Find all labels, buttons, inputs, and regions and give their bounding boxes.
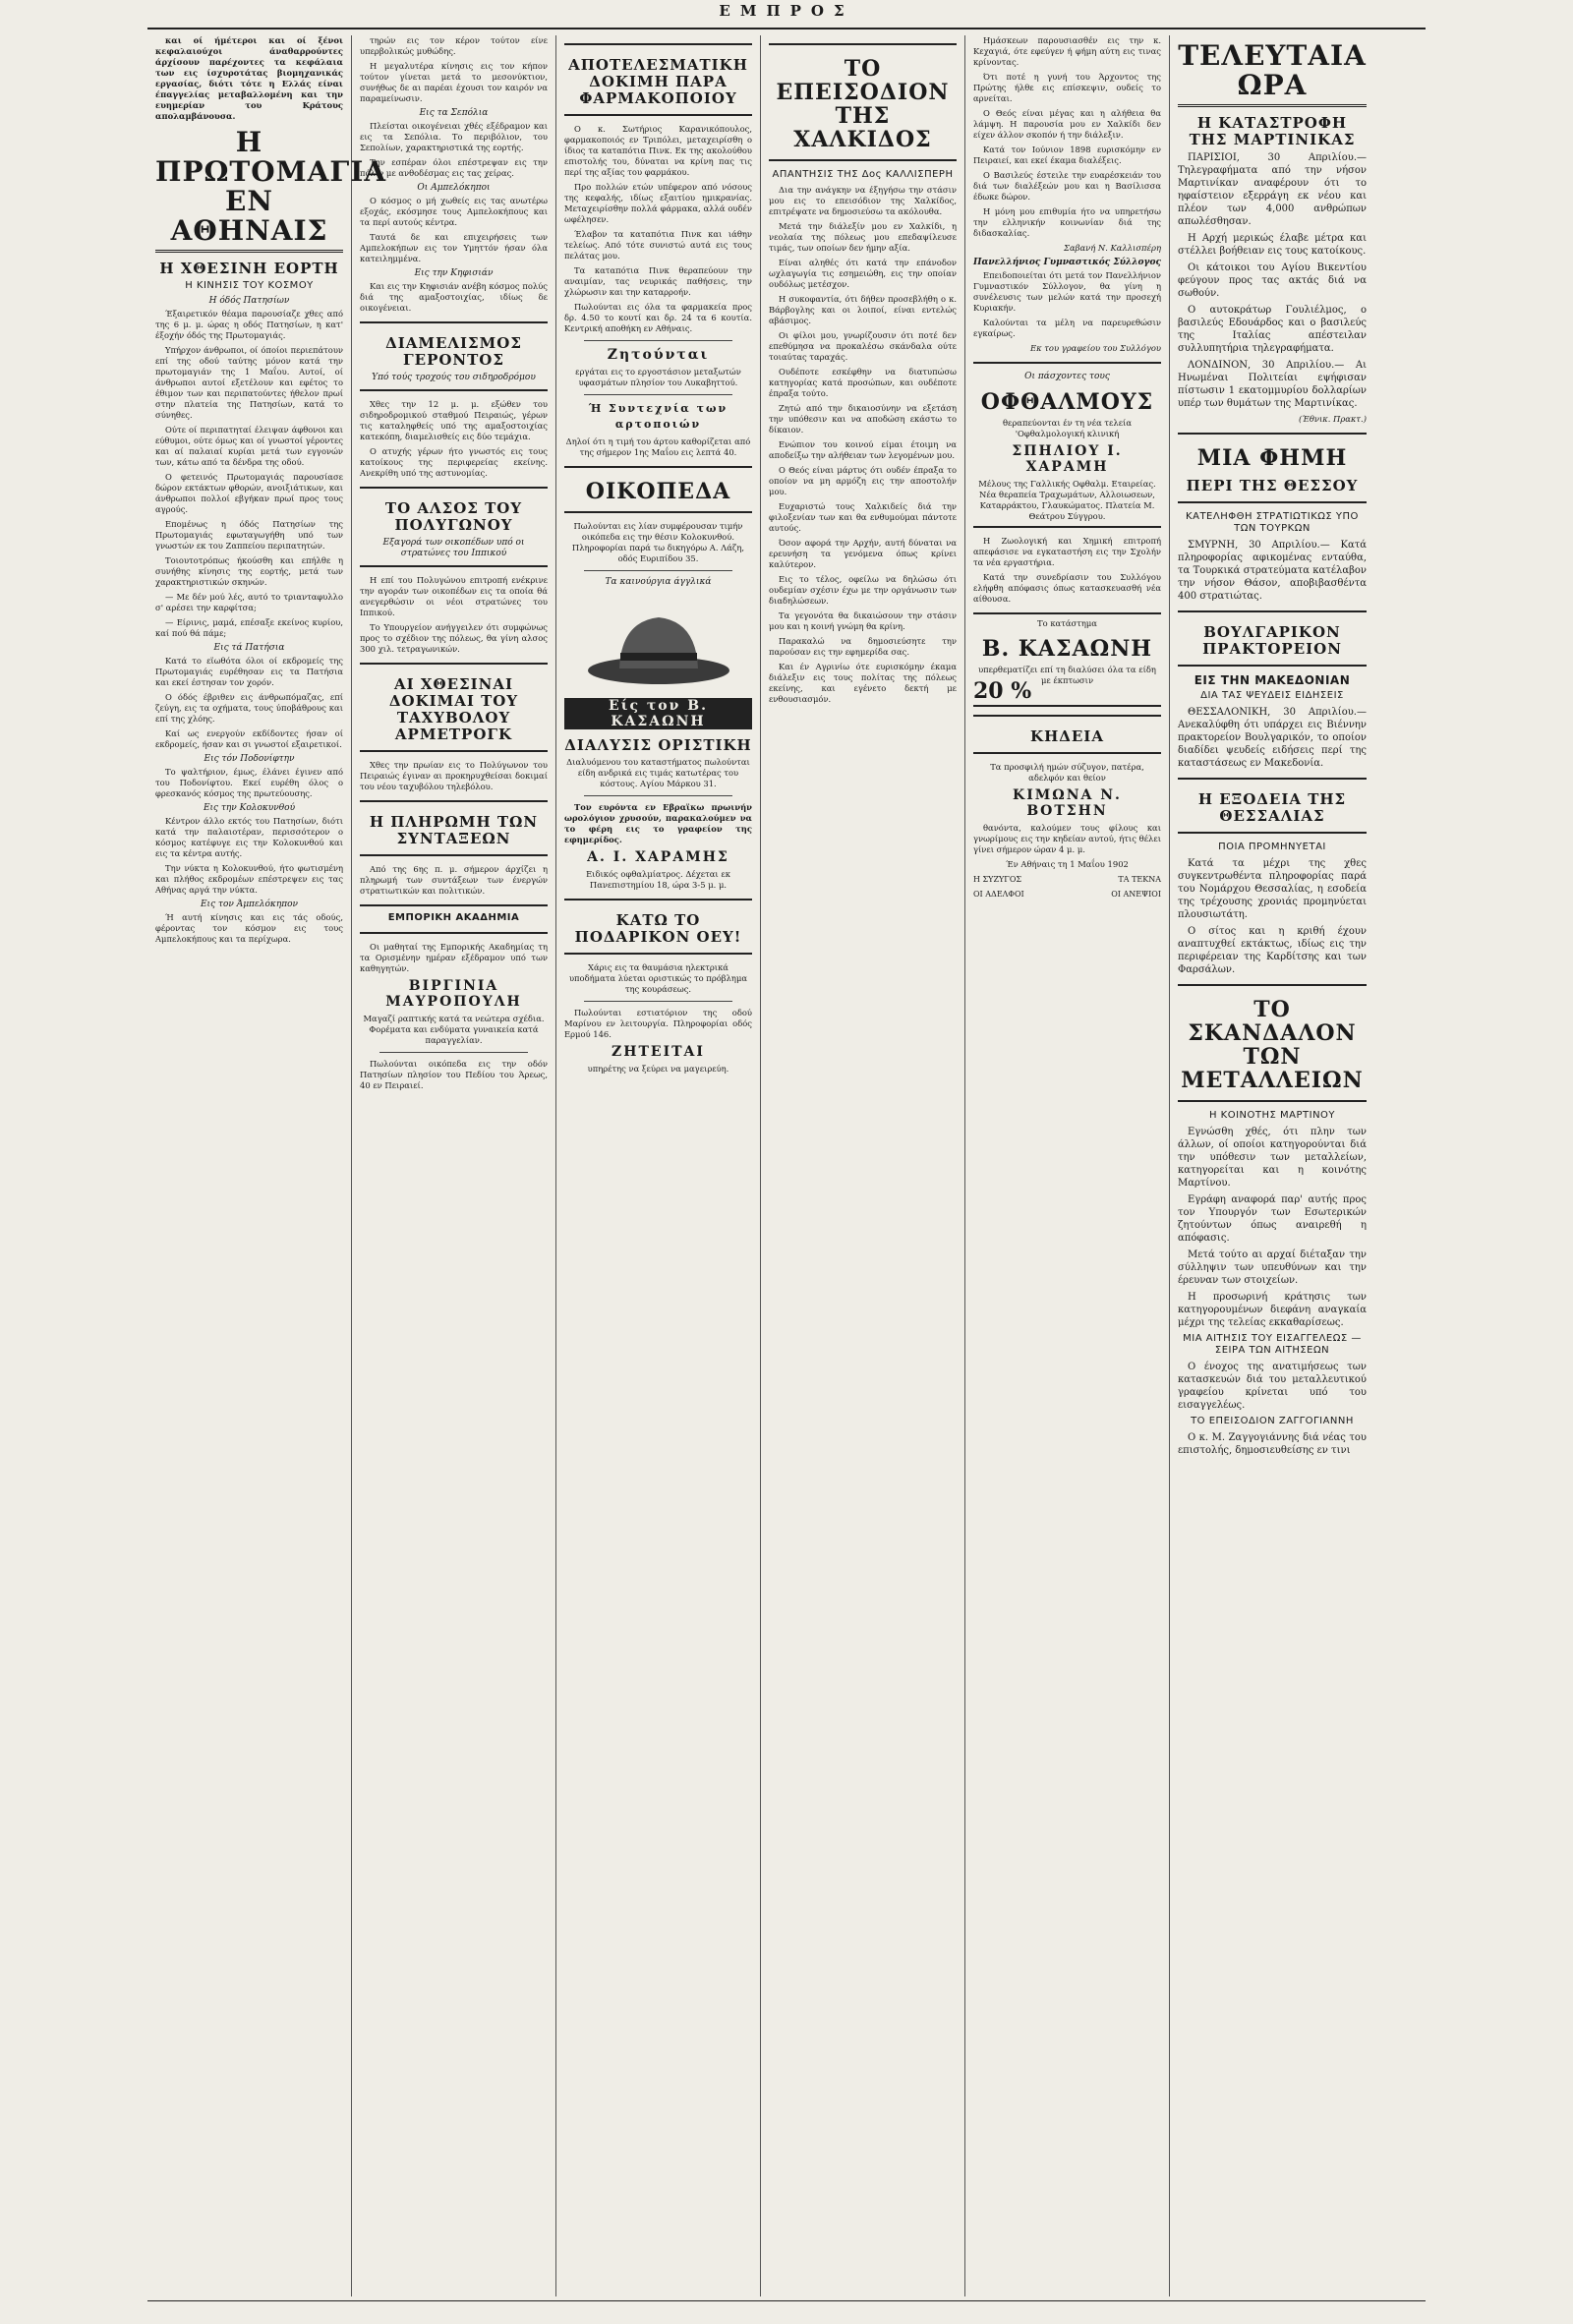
paragraph: Πωλούνται εις όλα τα φαρμακεία προς δρ. 4.50 το κουτί και δρ. 24 τα 6 κουτία. Κεντρική αποθήκη εν Αθήναις.	[564, 302, 752, 333]
headline-akadimia: ΕΜΠΟΡΙΚΗ ΑΚΑΔΗΜΙΑ	[387, 912, 520, 923]
paragraph: Κατά τον Ιούνιον 1898 ευρισκόμην εν Πειραιεί, και εκεί έκαμα διαλέξεις.	[973, 145, 1161, 165]
section-patision: Η όδός Πατησίων	[208, 296, 290, 306]
ad-title-artopoioi: Ή Συντεχνία των αρτοποιών	[588, 402, 728, 431]
paragraph: Ο κ. Μ. Ζαγγογιάννης διά νέας του επιστολής, δημοσιευθείσης εν τινι	[1178, 1432, 1367, 1456]
paragraph: Ο Βασιλεύς έστειλε την ευαρέσκειάν του διά των διαλέξεών μου και η Βασίλισσα έδωκε δώρον.	[973, 170, 1161, 202]
top-rule	[147, 28, 1426, 29]
subhead-pseudeis: ΔΙΑ ΤΑΣ ΨΕΥΔΕΙΣ ΕΙΔΗΣΕΙΣ	[1200, 690, 1344, 701]
mourners-row-2	[973, 889, 1161, 900]
ad-pink-box	[564, 43, 752, 116]
paragraph: Κατά την συνεδρίασιν του Συλλόγου ελήφθη απόφασις όπως κατασκευασθή νέα αίθουσα.	[973, 572, 1161, 604]
paragraph: Όσον αφορά την Αρχήν, αυτή δύναται να ερευνήση τα γενόμενα όπως κρίνει καλύτερον.	[769, 538, 957, 569]
paragraph: ΛΟΝΔΙΝΟΝ, 30 Απριλίου.— Αι Ηνωμέναι Πολιτείαι εψήφισαν πίστωσιν 1 εκατομμυρίου δολλαρίων υπέρ των θυμάτων της Μαρτινίκας.	[1178, 360, 1367, 409]
section-gymnastikos: Πανελλήνιος Γυμναστικός Σύλλογος	[973, 258, 1161, 267]
paragraph: Η μόνη μου επιθυμία ήτο να υπηρετήσω την ελληνικήν κοινωνίαν διά της διδασκαλίας.	[973, 206, 1161, 238]
headline-esodeia: Η ΕΞΟΔΕΙΑ ΤΗΣ ΘΕΣΣΑΛΙΑΣ	[1197, 790, 1347, 825]
ad-podarikon-box	[564, 899, 752, 955]
headline-alsos: ΤΟ ΑΛΣΟΣ ΤΟΥ ΠΟΛΥΓΩΝΟΥ	[384, 499, 523, 534]
signature-syllogos: Εκ του γραφείου του Συλλόγου	[1030, 343, 1161, 353]
ad-body-podarikon: Χάρις εις τα θαυμάσια ηλεκτρικά υποδήματα λύεται οριστικώς το πρόβλημα της κουράσεως.	[568, 962, 748, 994]
separator	[584, 340, 732, 341]
paragraph: Ευχαριστώ τους Χαλκιδείς διά την φιλοξενίαν των και θα ενθυμούμαι πάντοτε αυτούς.	[769, 501, 957, 533]
paragraph: Εις το τέλος, οφείλω να δηλώσω ότι ουδεμίαν σχέσιν έχω με την οργάνωσιν των διαδηλώσεων.	[769, 574, 957, 606]
paragraph: Είναι αληθές ότι κατά την επάνοδον ωχλαγωγία τις εσημειώθη, εις την οποίαν ουδόλως μετέσχον.	[769, 258, 957, 289]
subhead-alsos: Εξαγορά των οικοπέδων υπό οι στρατώνες του Ιππικού	[382, 538, 525, 558]
article-esodeia-box	[1178, 778, 1367, 834]
ad-title-dialysis: ΔΙΑΛΥΣΙΣ ΟΡΙΣΤΙΚΗ	[564, 736, 752, 754]
ad-oikopeda: Πωλούνται οικόπεδα εις την οδόν Πατησίων πλησίον του Πεδίου του Άρεως, 40 εν Πειραιεί.	[360, 1059, 548, 1090]
ad-kasaoni-body: υπερθεματίζει επί τη διαλύσει όλα τα είδη με έκπτωσιν	[978, 665, 1156, 685]
section-ampelokipoi: Οι Αμπελόκηποι	[417, 183, 491, 193]
mourner-wife: Η ΣΥΖΥΓΟΣ	[973, 875, 1022, 884]
article-skandalon-box	[1178, 984, 1367, 1102]
paragraph: Η Ζωολογική και Χημική επιτροπή απεφάσισε να εγκαταστήση εις την Σχολήν τα νέα εργαστήρια.	[973, 536, 1161, 567]
subhead-zaggogianni: ΤΟ ΕΠΕΙΣΟΔΙΟΝ ΖΑΓΓΟΓΙΑΝΝΗ	[1191, 1416, 1354, 1426]
ad-title-haramis: Α. Ι. ΧΑΡΑΜΗΣ	[587, 849, 729, 865]
paragraph: Εγνώσθη χθές, ότι πλην των άλλων, οί οποίοι κατηγορούνται διά την υπόθεσιν των μεταλλείων, κατηγορείται και η κοινότης Μαρτίνου.	[1178, 1127, 1367, 1189]
intro-paragraph: και οί ήμέτεροι και οί ξένοι κεφαλαιούχοι άναθαρρούντες άρχίσουν παρέχοντες τα κεφάλαια των εις ίσχυροτάτας βιομηχανικάς εργασίας, διότι τότε η Ελλάς είναι έπαγγελίας μεταβαλλομένη και την ευημερίαν του Κράτους απολαμβάνουσα.	[155, 35, 343, 121]
ad-body-ziteitai: υπηρέτης να ξεύρει να μαγειρεύη.	[587, 1064, 729, 1074]
mourners-row	[973, 874, 1161, 885]
paragraph: Ταυτά δε και επιχειρήσεις των Αμπελοκήπων εις τον Υμηττόν ήσαν όλα κατειλημμένα.	[360, 232, 548, 263]
section-ampelokipon: Εις τον Άμπελόκηπον	[200, 900, 299, 909]
ad-title-kideia: ΚΗΔΕΙΑ	[1030, 727, 1104, 745]
paragraph: Ζητώ από την δικαιοσύνην να εξετάση την υπόθεσιν και να αποδώση εκάστω το δίκαιον.	[769, 403, 957, 435]
paragraph: Καί ως ενεργούν εκδίδοντες ήσαν οί εκδρομείς, ήσαν και σι γνωστοί εξαιρετικοί.	[155, 728, 343, 749]
paragraph: ΣΜΥΡΝΗ, 30 Απριλίου.— Κατά πληροφορίας αφικομένας ενταύθα, τα Τουρκικά στρατεύματα κατέλαβον την νήσον Θάσον, αποβιβασθέντα 400 στρατιώτας.	[1178, 540, 1367, 602]
paragraph: Χθες την 12 μ. μ. εξώθεν του σιδηροδρομικού σταθμού Πειραιώς, γέρων τις καταληφθείς υπό της αμαξοστοιχίας κατεκόπη, διαμελισθείς εις δύο τεμάχια.	[360, 399, 548, 441]
paragraph: Τα καταπότια Πινκ θεραπεύουν την αναιμίαν, τας νευρικάς παθήσεις, την χλώρωσιν και την καταρροήν.	[564, 265, 752, 297]
ad-title-ziteitai: ΖΗΤΕΙΤΑΙ	[612, 1044, 705, 1060]
paragraph: Την εσπέραν όλοι επέστρεψαν εις την πόλιν με ανθοδέσμας εις τας χείρας.	[360, 157, 548, 178]
paragraph: Η Αρχή μερικώς έλαβε μέτρα και στέλλει βοήθειαν εις τους κατοίκους.	[1178, 233, 1367, 257]
separator	[584, 795, 732, 796]
ad-kideia-text: θανόντα, καλούμεν τους φίλους και γνωρίμους εις την κηδείαν αυτού, ήτις θέλει γίνει σήμερον ώραν 4 μ. μ.	[973, 823, 1161, 854]
paragraph: Μετά την διάλεξίν μου εν Χαλκίδι, η νεολαία της πόλεως μου επεδαψίλευσε τιμάς, των οποίων δεν ήμην αξία.	[769, 221, 957, 253]
column-6	[1170, 35, 1374, 2296]
columns	[147, 35, 1426, 2296]
ad-kideia-box	[973, 715, 1161, 754]
headline-dokimai: ΑΙ ΧΘΕΣΙΝΑΙ ΔΟΚΙΜΑΙ ΤΟΥ ΤΑΧΥΒΟΛΟΥ ΑΡΜΕΤΡΟΓΚ	[388, 675, 519, 743]
mourner-nephews: ΟΙ ΑΝΕΨΙΟΙ	[1111, 890, 1161, 899]
paragraph: Οι φίλοι μου, γνωρίζουσιν ότι ποτέ δεν επεθύμησα να προκαλέσω σκάνδαλα ούτε τοιαύτας ταραχάς.	[769, 330, 957, 362]
paragraph: Ο ένοχος της ανατιμήσεως των κατασκευών διά του μεταλλευτικού γραφείου κρίνεται υπό του εισαγγελέως.	[1178, 1362, 1367, 1411]
ad-title-kainourgia: Τα καινούργια άγγλικά	[605, 577, 712, 587]
subhead-diamelismos: Υπό τούς τροχούς του σιδηροδρόμου	[372, 373, 536, 382]
paragraph: Ο Θεός είναι μέγας και η αλήθεια θα λάμψη. Η παρουσία μου εν Χαλκίδι δεν είχεν άλλον σκοπόν ή την διάλεξιν.	[973, 108, 1161, 140]
paragraph: Ο σίτος και η κριθή έχουν αναπτυχθεί εκτάκτως, ιδίως εις την περιφέρειαν της Καρδίτσης και των Φαρσάλων.	[1178, 926, 1367, 975]
paragraph: Τοιουτοτρόπως ήκούσθη και επήλθε η συνήθης κίνησις της εορτής, μετά των χαρακτηριστικών σκηνών.	[155, 555, 343, 587]
subhead-tourkoi: ΚΑΤΕΛΗΦΘΗ ΣΤΡΑΤΙΩΤΙΚΩΣ ΥΠΟ ΤΩΝ ΤΟΥΡΚΩΝ	[1186, 511, 1359, 534]
mourner-children: ΤΑ ΤΕΚΝΑ	[1118, 875, 1161, 884]
paragraph: Ο κόσμος ο μή χωθείς εις τας ανωτέρω εξοχάς, εκόσμησε τους Αμπελοκήπους και τα περί αυτούς κέντρα.	[360, 196, 548, 227]
headline-dokimi: ΑΠΟΤΕΛΕΣΜΑΤΙΚΗ ΔΟΚΙΜΗ ΠΑΡΑ ΦΑΡΜΑΚΟΠΟΙΟΥ	[568, 56, 748, 107]
ad-body-mavropoulh: Μαγαζί ραπτικής κατά τα νεώτερα σχέδια. Φορέματα και ενδύματα γυναικεία κατά παραγγελίαν.	[363, 1014, 545, 1045]
ad-title-ofthalmoi: ΟΦΘΑΛΜΟΥΣ	[980, 389, 1154, 415]
paragraph: Το Υπουργείον ανήγγειλεν ότι συμφώνως προς το σχέδιον της πόλεως, θα γίνη αλσος 300 χιλ. τετραγωνικών.	[360, 622, 548, 654]
subhead-kinisis: Η ΚΙΝΗΣΙΣ ΤΟΥ ΚΟΣΜΟΥ	[185, 280, 314, 291]
article-praktoreion-box	[1178, 610, 1367, 667]
paragraph: Ο φετεινός Πρωτομαγιάς παρουσίασε δώρον εκτάκτων φθορών, ανοιξιάτικων, και άνθρωποι πολλοί εβγήκαν πρωί προς τους αγρούς.	[155, 472, 343, 514]
section-sepolia: Εις τα Σεπόλια	[419, 108, 489, 118]
column-1	[147, 35, 387, 2296]
paragraph: Ο κ. Σωτήριος Καρανικόπουλος, φαρμακοποιός εν Τριπόλει, μεταχειρίσθη ο ίδιος τα καταπότια Πινκ. Εκ της ακολούθου επιστολής του, δύναται να κρίνη πας τις περί της αξίας του φαρμάκου.	[564, 124, 752, 177]
column-4	[761, 35, 965, 2296]
article-alsos	[360, 487, 548, 567]
ad-body-haramis: Ειδικός οφθαλμίατρος. Δέχεται εκ Πανεπιστημίου 18, ώρα 3-5 μ. μ.	[586, 869, 730, 890]
masthead: ΕΜΠΡΟΣ	[719, 2, 854, 20]
separator	[584, 394, 732, 395]
separator	[379, 1052, 528, 1053]
paragraph: Κατά τα μέχρι της χθες συγκεντρωθέντα πληροφορίας παρά του Νομάρχου Θεσσαλίας, η εσοδεία της τρέχουσης χρονιάς προμηνύεται πλουσιωτάτη.	[1178, 858, 1367, 920]
paragraph: Εγράφη αναφορά παρ' αυτής προς τον Υπουργόν των Εσωτερικών ζητούντων όπως αναιρεθή η απόφασις.	[1178, 1194, 1367, 1244]
ad-oroloi: Τον ευρόντα εν Εβραϊκω πρωινήν ωρολόγιον χρυσούν, παρακαλούμεν να το φέρη εις το γραφείον της εφημερίδος.	[564, 802, 752, 844]
column-5	[965, 35, 1170, 2296]
article-plirwmi	[360, 800, 548, 856]
ad-title-podarikon: ΚΑΤΩ ΤΟ ΠΟΔΑΡΙΚΟΝ ΟΕΥ!	[574, 911, 742, 946]
subhead-chalkida: ΑΠΑΝΤΗΣΙΣ ΤΗΣ Δος ΚΑΛΛΙΣΠΕΡΗ	[772, 169, 954, 180]
paragraph: Ούτε οί περιπατηταί έλειψαν άφθονοι και εύθυμοι, ούτε όμως και οί γνωστοί γέροντες και αί παλαιαί κυρίαι μετά των εγγονών των, κάτω από τα δένδρα της οδού.	[155, 425, 343, 467]
paragraph: Μετά τούτο αι αρχαί διέταξαν την σύλληψιν των υπευθύνων και την έρευναν των στοιχείων.	[1178, 1249, 1367, 1286]
separator	[584, 570, 732, 571]
article-dokimai	[360, 663, 548, 752]
subhead-xthesini-eorti: Η ΧΘΕΣΙΝΗ ΕΟΡΤΗ	[159, 260, 339, 277]
paragraph: Και εις την Κηφισιάν ανέβη κόσμος πολύς διά της αμαξοστοιχίας, ιδίως δε οικογένειαι.	[360, 281, 548, 313]
bottom-rule	[147, 2300, 1426, 2301]
article-chalkida-box	[769, 43, 957, 161]
ad-kideia-name: ΚΙΜΩΝΑ Ν. ΒΟΤΣΗΝ	[1013, 787, 1122, 819]
headline-chalkida: ΤΟ ΕΠΕΙΣΟΔΙΟΝ ΤΗΣ ΧΑΛΚΙΔΟΣ	[776, 56, 950, 152]
headline-diamelismos: ΔΙΑΜΕΛΙΣΜΟΣ ΓΕΡΟΝΤΟΣ	[385, 334, 522, 369]
paragraph: τηρών εις τον κέρον τούτον είνε υπερβολικώς μυθώδης.	[360, 35, 548, 56]
paragraph: Η επί του Πολυγώνου επιτροπή ενέκρινε την αγοράν των οικοπέδων εις τα οποία θά ανεγερθώσιν οι νέοι στρατώνες του Ιππικού.	[360, 575, 548, 617]
ad-ofthalmoi-top: Οι πάσχοντες τους	[1024, 372, 1110, 381]
ad-ofthalmoi-name: ΣΠΗΛΙΟΥ Ι. ΧΑΡΑΜΗ	[1012, 443, 1123, 475]
headline-thassou: ΠΕΡΙ ΤΗΣ ΘΕΣΣΟΥ	[1186, 477, 1359, 494]
paragraph: Ο αυτοκράτωρ Γουλιέλμος, ο βασιλεύς Εδουάρδος και ο βασιλεύς της Ιταλίας απέστειλαν συλλυπητήρια τηλεγραφήματα.	[1178, 305, 1367, 354]
paragraph: Υπήρχον άνθρωποι, οί όποίοι περιεπάτουν επί της οδού ταύτης μόνον κατά την πρωτομαγιάν της 1 Μαΐου. Αυτοί, οί άνθρωποι αυτοί εξετέλουν και εφέτος το έθιμον των και περιπατούντες ήθελον πρωί στην πλατεία της Πατησίων, κατά το σύνηθες.	[155, 345, 343, 420]
subhead-aitisis: ΜΙΑ ΑΙΤΗΣΙΣ ΤΟΥ ΕΙΣΑΓΓΕΛΕΩΣ — ΣΕΙΡΑ ΤΩΝ ΑΙΤΗΣΕΩΝ	[1183, 1333, 1362, 1356]
ad-title-zitountai: Ζητούνται	[607, 347, 710, 363]
paragraph: Την νύκτα η Κολοκυνθού, ήτο φωτισμένη και πλήθος εκδρομέων επέστρεψεν εις τας Αθήνας αργά την νύκτα.	[155, 863, 343, 895]
ad-ofthalmoi-mid: θεραπεύονται έν τη νέα τελεία 'Οφθαλμολογική κλινική	[1003, 418, 1132, 438]
ad-shop-kasaoni: Είς τον Β. ΚΑΣΑΩΝΗ	[564, 698, 752, 729]
paragraph: Έξαιρετικόν θέαμα παρουσίαζε χθες από της 6 μ. μ. ώρας η οδός Πατησίων, η κατ' έξοχήν όδός της Πρωτομαγιάς.	[155, 309, 343, 340]
paragraph: Έλαβον τα καταπότια Πινκ και ιάθην τελείως. Από τότε συνιστώ αυτά εις τους πελάτας μου.	[564, 229, 752, 261]
paragraph: ΘΕΣΣΑΛΟΝΙΚΗ, 30 Απριλίου.— Ανεκαλύφθη ότι υπάρχει εις Βιέννην πρακτορείον Βουλγαρικόν, το οποίον διαδίδει ψευδείς ειδήσεις περί της καταστάσεως εν Μακεδονία.	[1178, 707, 1367, 769]
subhead-martinika: Η ΚΑΤΑΣΤΡΟΦΗ ΤΗΣ ΜΑΡΤΙΝΙΚΑΣ	[1189, 114, 1356, 148]
paragraph: Ο Θεός είναι μάρτυς ότι ουδέν έπραξα το οποίον να μη αρμόζη εις την αποστολήν μου.	[769, 465, 957, 496]
paragraph: Ότι ποτέ η γυνή του Άρχοντος της Πρώτης ήλθε εις επίσκεψιν, ουδείς το αρνείται.	[973, 72, 1161, 103]
quote: — Είρινις, μαμά, επέσαξε εκείνος κυρίου, καί πού θά πάμε;	[155, 617, 343, 638]
section-kifisia: Εις την Κηφισιάν	[414, 268, 494, 278]
paragraph: Χθες την πρωίαν εις το Πολύγωνον του Πειραιώς έγιναν αι προκηρυχθείσαι δοκιμαί του νέου ταχυβόλου τηλεβόλου.	[360, 760, 548, 791]
ad-body-dialysis: Διαλυόμενου του καταστήματος πωλούνται είδη ανδρικά εις τιμάς κατωτέρας του κόστους. Αγίου Μάρκου 31.	[566, 757, 750, 788]
paragraph: Δια την ανάγκην να έξηγήσω την στάσιν μου εις το επεισόδιον της Χαλκίδος, επιτρέψατε να δημοσιεύσω τα ακόλουθα.	[769, 185, 957, 216]
column-3	[556, 35, 761, 2296]
paragraph: Οι κάτοικοι του Αγίου Βικεντίου φεύγουν προς τας ακτάς διά να σωθούν.	[1178, 262, 1367, 299]
subhead-promineutai: ΠΟΙΑ ΠΡΟΜΗΝΥΕΤΑΙ	[1218, 842, 1326, 852]
paragraph: Ενώπιον του κοινού είμαι έτοιμη να αποδείξω την αλήθειαν των λεγομένων μου.	[769, 439, 957, 460]
paragraph: Η μεγαλυτέρα κίνησις εις τον κήπον τούτον γίνεται μετά το μεσονύκτιον, συνήθως δε αι παρέαι έχουσι τον καιρόν να παραμείνωσιν.	[360, 61, 548, 103]
paragraph: Η προσωρινή κράτησις των κατηγορουμένων διεφάνη αναγκαία μέχρι της τελείας εκκαθαρίσεως.	[1178, 1292, 1367, 1328]
paragraph: Ουδέποτε εσκέφθην να διατυπώσω κατηγορίας κατά προσώπων, και ουδέποτε έπραξα τούτο.	[769, 367, 957, 398]
separator	[584, 1001, 732, 1002]
ad-title-oikopeda: ΟΙΚΟΠΕΔΑ	[585, 479, 731, 504]
headline-praktoreion: ΒΟΥΛΓΑΡΙΚΟΝ ΠΡΑΚΤΟΡΕΙΟΝ	[1202, 623, 1342, 658]
paragraph: Ο ατυχής γέρων ήτο γνωστός εις τους κατοίκους της περιφερείας εκείνης. Ανεκρίθη υπό της αστυνομίας.	[360, 446, 548, 478]
ad-ofthalmoi-body: Μέλους της Γαλλικής Οφθαλμ. Εταιρείας. Νέα θεραπεία Τραχωμάτων, Αλλοιωσεων, Καταρράκτου, Γλαυκώματος. Πλατεία Μ. Θεάτρου Σύγγρου.	[978, 479, 1156, 521]
ad-kasaoni-box	[973, 612, 1161, 707]
quote: — Με δέν μού λές, αυτό το τριανταφυλλο σ' αρέσει την καρφίτσα;	[155, 592, 343, 612]
paragraph: Πλείσται οικογένειαι χθές εξέδραμον και εις τα Σεπόλια. Το περιβόλιον, του Σεπολίων, χαρακτηριστικά της εορτής.	[360, 121, 548, 152]
article-akadimia	[360, 904, 548, 934]
signature-kallisperi: Σαβανή Ν. Καλλισπέρη	[1064, 243, 1161, 253]
paragraph: Από της 6ης π. μ. σήμερον άρχίζει η πληρωμή των συντάξεων των ένεργών στρατιωτικών και πολιτικών.	[360, 864, 548, 896]
paragraph: Κατά το εϊωθότα όλοι οί εκδρομείς της Πρωτομαγιάς ευρέθησαν εις τα Πατήσια και εκεί έστησαν τον χορόν.	[155, 656, 343, 687]
mourner-siblings: ΟΙ ΑΔΕΛΦΟΙ	[973, 890, 1024, 899]
paragraph: Τα γεγονότα θα δικαιώσουν την στάσιν μου και η κοινή γνώμη θα κρίνη.	[769, 610, 957, 631]
paragraph: ΠΑΡΙΣΙΟΙ, 30 Απριλίου.— Τηλεγραφήματα από την νήσον Μαρτινίκαν αναφέρουν ότι το ηφαίστειον εξερράγη εκ νέου και πλέον των 4,000 ανθρώπων απωλέσθησαν.	[1178, 152, 1367, 227]
ad-title-mavropoulh: ΒΙΡΓΙΝΙΑ ΜΑΥΡΟΠΟΥΛΗ	[385, 978, 522, 1010]
paragraph: Το ψαλτήριον, έμως, έλάνει έγινεν από του Ποδονίφτου. Εκεί ευρέθη όλος ο φρεσκανός κόσμος της πρωτεύουσης.	[155, 767, 343, 798]
paragraph: Κέντρον άλλο εκτός του Πατησίων, διότι κατά την παλαιοτέραν, περισσότερον ο κόσμος κατέφυγε εις την Κολοκυνθού και εις τα κέντρα αυτής.	[155, 816, 343, 858]
paragraph: Και έν Αγρινίω ότε ευρισκόμην έκαμα διάλεξιν εις τους πολίτας της πόλεως εκείνης, και εγένετο δεκτή με ενθουσιασμόν.	[769, 662, 957, 704]
ad-ofthalmoi-box	[973, 362, 1161, 528]
paragraph: Επομένως η όδός Πατησίων της Πρωτομαγιάς εφωταγωγήθη υπό των γνωστών εκ του Ζαππείου περιπατητών.	[155, 519, 343, 551]
column-2	[352, 35, 556, 2296]
ad-estiatorion: Πωλούνται εστιατόριον της οδού Μαρίνου εν λειτουργία. Πληροφορίαι οδός Ερμού 146.	[564, 1008, 752, 1039]
paragraph: Ο όδός έβριθεν εις άνθρωπόμαζας, επί ζεύγη, εις τα οχήματα, τους ύποβάθρους και επί της χλόης.	[155, 692, 343, 724]
paragraph: Καλούνται τα μέλη να παρευρεθώσιν εγκαίρως.	[973, 318, 1161, 338]
ad-body-oikopeda: Πωλούνται εις λίαν συμφέρουσαν τιμήν οικόπεδα εις την θέσιν Κολοκυνθού. Πληροφορίαι παρά τω δικηγόρω Α. Λάζη, οδός Ευριπίδου 35.	[571, 521, 745, 563]
paragraph: Οι μαθηταί της Εμπορικής Ακαδημίας τη τα Ορισμένην ημέραν εξέδραμον υπό των καθηγητών.	[360, 942, 548, 973]
paragraph: Ημάσκεων παρουσιασθέν εις την κ. Κεχαγιά, ότε εφεύγεν ή φήμη αύτη εις τινας κρίνοντας.	[973, 35, 1161, 67]
headline-skandalon: ΤΟ ΣΚΑΝΔΑΛΟΝ ΤΩΝ ΜΕΤΑΛΛΕΙΩΝ	[1181, 997, 1364, 1093]
section-kolokynthou: Εις την Κολοκυνθού	[203, 803, 296, 813]
headline-protomagia: Η ΠΡΩΤΟΜΑΓΙΑ ΕΝ ΑΘΗΝΑΙΣ	[155, 128, 343, 253]
ad-body-artopoioi: Δηλοί ότι η τιμή του άρτου καθορίζεται από της σήμερον 1ης Μαΐου εις λεπτά 40.	[565, 436, 751, 457]
ad-kasaoni-name: Β. ΚΑΣΑΩΝΗ	[981, 636, 1153, 662]
headline-fimi: ΜΙΑ ΦΗΜΗ	[1196, 445, 1348, 471]
article-fimi-box	[1178, 433, 1367, 503]
paragraph: Επειδοποιείται ότι μετά τον Πανελλήνιον Γυμναστικόν Σύλλογον, θα γίνη η συνέλευσις των μελών κατά την προσεχή Κυριακήν.	[973, 270, 1161, 313]
source-credit: (Έθνικ. Πρακτ.)	[1299, 414, 1367, 424]
ad-body-zitountai: εργάται εις το εργοστάσιον μεταξωτών υφασμάτων πλησίον του Λυκαβηττού.	[575, 367, 741, 387]
ad-kideia-body: Τα προσφιλή ημών σύζυγον, πατέρα, αδελφόν και θείον	[990, 762, 1144, 783]
paragraph: Η συκοφαντία, ότι δήθεν προσεβλήθη ο κ. Βάρβογλης και οι λοιποί, είναι εντελώς αβάσιμος.	[769, 294, 957, 325]
subhead-makedonia: ΕΙΣ ΤΗΝ ΜΑΚΕΔΟΝΙΑΝ	[1194, 673, 1351, 687]
section-patisia: Εις τά Πατήσια	[213, 643, 285, 653]
paragraph: Προ πολλών ετών υπέφερον από νόσους της κεφαλής, ιδίως εξαιτίου ημικρανίας. Μεταχειρίσθην πολλά φάρμακα, αλλά ουδέν ωφέλησεν.	[564, 182, 752, 224]
headline-plirwmi: Η ΠΛΗΡΩΜΗ ΤΩΝ ΣΥΝΤΑΞΕΩΝ	[369, 813, 539, 847]
headline-teleftaia-ora: ΤΕΛΕΥΤΑΙΑ ΩΡΑ	[1178, 41, 1367, 107]
article-diamelismos	[360, 321, 548, 391]
ad-kasaoni-percent: 20 %	[973, 678, 1032, 704]
subhead-koinotis: Η ΚΟΙΝΟΤΗΣ ΜΑΡΤΙΝΟΥ	[1208, 1110, 1336, 1121]
ad-kideia-date: Έν Αθήναις τη 1 Μαΐου 1902	[1006, 859, 1129, 869]
ad-oikopeda-box	[564, 466, 752, 513]
hat-illustration-icon	[580, 594, 737, 692]
section-podonifti: Εις τόν Ποδονίφτην	[204, 754, 295, 764]
paragraph: Ή αυτή κίνησις και εις τάς οδούς, φέροντας τον κόσμον εις τους Αμπελοκήπους και τα περίχωρα.	[155, 912, 343, 944]
paragraph: Παρακαλώ να δημοσιεύσητε την παρούσαν εις την εφημερίδα σας.	[769, 636, 957, 657]
ad-kasaoni-top: Το κατάστημα	[1037, 618, 1097, 628]
